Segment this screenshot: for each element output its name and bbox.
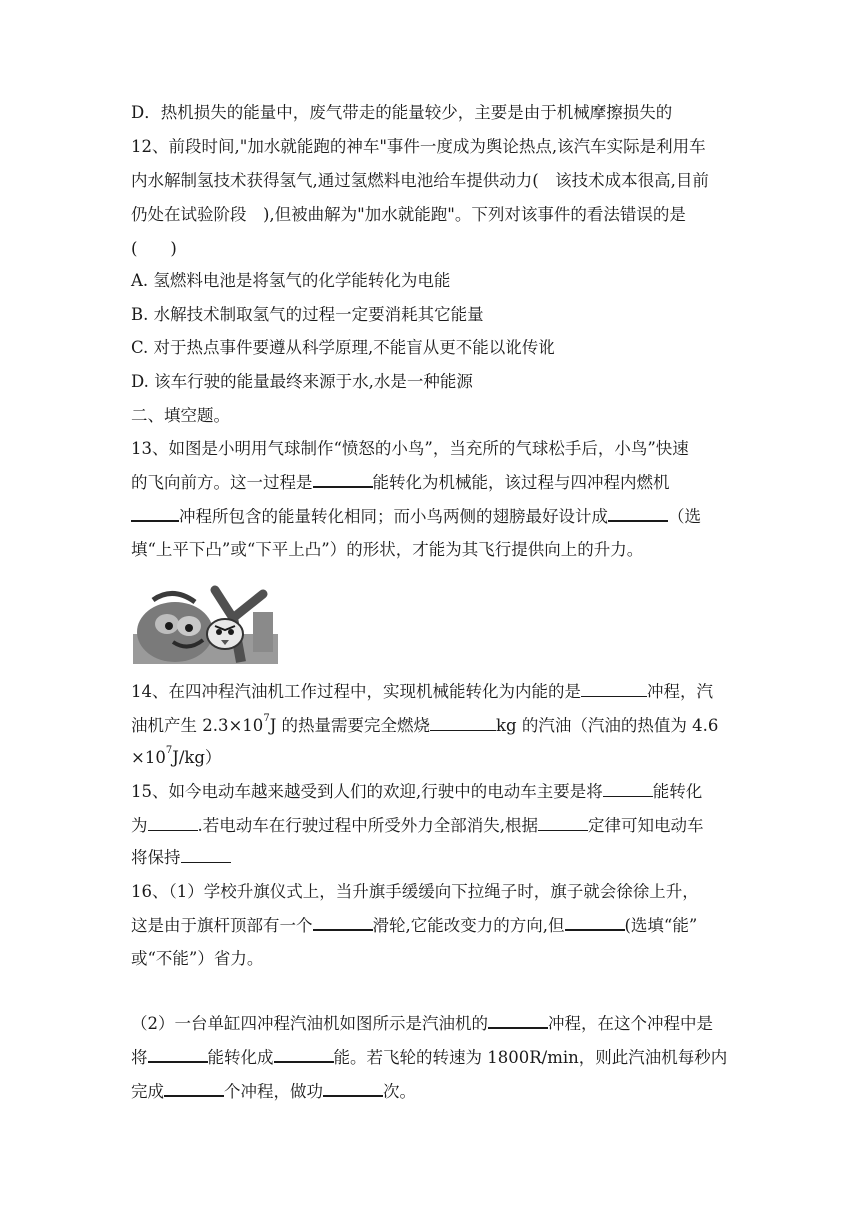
text-segment: 个冲程，做功 [224,1082,323,1101]
angry-bird-balloon-icon [133,582,278,664]
q11-option-d: D．热机损失的能量中，废气带走的能量较少，主要是由于机械摩擦损失的 [131,103,673,122]
answer-blank[interactable] [323,1076,383,1097]
text-segment: （选 [668,507,701,526]
text-segment: 能转化为机械能，该过程与四冲程内燃机 [372,473,670,492]
q14-stem-line-3 [131,743,731,773]
q16-part2-line-2 [131,1042,731,1072]
text-segment: 将 [131,1048,148,1067]
q16-part1-line-3: 或“不能”）省力。 [131,949,264,968]
q16-part1-line-2 [131,910,731,940]
answer-blank[interactable] [313,467,373,488]
q15-stem-line-1 [131,777,731,807]
q15-stem-line-3 [131,843,731,873]
text-segment: ×10 [131,748,166,767]
text-segment: 冲程，在这个冲程中是 [548,1014,713,1033]
text-segment: J 的热量需要完全燃烧 [269,716,431,735]
text-segment: 定律可知电动车 [588,816,704,835]
q12-option-d: D. 该车行驶的能量最终来源于水,水是一种能源 [131,372,473,391]
answer-blank[interactable] [538,811,588,831]
q16-part1-line-1: 16、（1）学校升旗仪式上，当升旗手缓缓向下拉绳子时，旗子就会徐徐上升， [131,882,699,901]
text-segment: 为 [131,816,148,835]
q15-stem-line-2 [131,811,731,841]
text-segment: 将保持 [131,848,181,867]
q12-option-a: A. 氢燃料电池是将氢气的化学能转化为电能 [131,271,451,290]
text-segment: 次。 [383,1082,416,1101]
text-segment: 的飞向前方。这一过程是 [131,473,313,492]
text-segment: 15、如今电动车越来越受到人们的欢迎,行驶中的电动车主要是将 [131,782,603,801]
q12-answer-bracket: ( ) [131,239,177,258]
angry-bird-balloon-image [133,582,278,664]
q14-stem-line-1 [131,677,731,707]
answer-blank[interactable] [565,910,625,931]
text-segment: 能。若飞轮的转速为 1800R/min，则此汽油机每秒内 [333,1048,728,1067]
q13-stem-line-2 [131,467,731,497]
answer-blank[interactable] [131,501,179,522]
text-segment: 能转化成 [207,1048,274,1067]
text-segment: 完成 [131,1082,164,1101]
section-heading-fill-in: 二、填空题。 [131,406,230,425]
q13-stem-line-3 [131,501,731,531]
answer-blank[interactable] [148,1042,208,1063]
text-segment: kg 的汽油（汽油的热值为 4.6 [496,716,719,735]
exponent: 7 [263,713,270,724]
q13-stem-line-1: 13、如图是小明用气球制作“愤怒的小鸟”，当充所的气球松手后，小鸟”快速 [131,439,689,458]
text-segment: 油机产生 2.3×10 [131,716,264,735]
text-segment: 能转化 [652,782,703,801]
q12-option-b: B. 水解技术制取氢气的过程一定要消耗其它能量 [131,305,484,324]
text-segment: 滑轮,它能改变力的方向,但 [372,916,565,935]
q12-stem-line-3: 仍处在试验阶段 ),但被曲解为"加水就能跑"。下列对该事件的看法错误的是 [131,205,686,224]
text-segment: 14、在四冲程汽油机工作过程中，实现机械能转化为内能的是 [131,682,581,701]
text-segment: J/kg） [172,748,222,767]
q16-part2-line-3 [131,1076,731,1106]
text-segment: （2）一台单缸四冲程汽油机如图所示是汽油机的 [131,1014,488,1033]
text-segment: (选填“能” [624,916,698,935]
q14-stem-line-2 [131,711,731,741]
q12-stem-line-1: 12、前段时间,"加水就能跑的神车"事件一度成为舆论热点,该汽车实际是利用车 [131,137,706,156]
q12-stem-line-2: 内水解制氢技术获得氢气,通过氢燃料电池给车提供动力( 该技术成本很高,目前 [131,171,709,190]
answer-blank[interactable] [488,1008,548,1029]
q13-stem-line-4: 填“上平下凸”或“下平上凸”）的形状，才能为其飞行提供向上的升力。 [131,540,644,559]
answer-blank[interactable] [430,711,496,731]
text-segment: 冲程所包含的能量转化相同；而小鸟两侧的翅膀最好设计成 [179,507,608,526]
text-segment: .若电动车在行驶过程中所受外力全部消失,根据 [197,816,538,835]
answer-blank[interactable] [603,777,653,797]
exponent: 7 [165,745,173,756]
answer-blank[interactable] [181,843,231,863]
answer-blank[interactable] [313,910,373,931]
answer-blank[interactable] [608,501,668,522]
answer-blank[interactable] [148,811,198,831]
text-segment: 冲程，汽 [647,682,713,701]
q12-option-c: C. 对于热点事件要遵从科学原理,不能盲从更不能以讹传讹 [131,338,555,357]
text-segment: 这是由于旗杆顶部有一个 [131,916,313,935]
answer-blank[interactable] [274,1042,334,1063]
answer-blank[interactable] [164,1076,224,1097]
answer-blank[interactable] [581,677,647,697]
q16-part2-line-1 [131,1008,731,1038]
